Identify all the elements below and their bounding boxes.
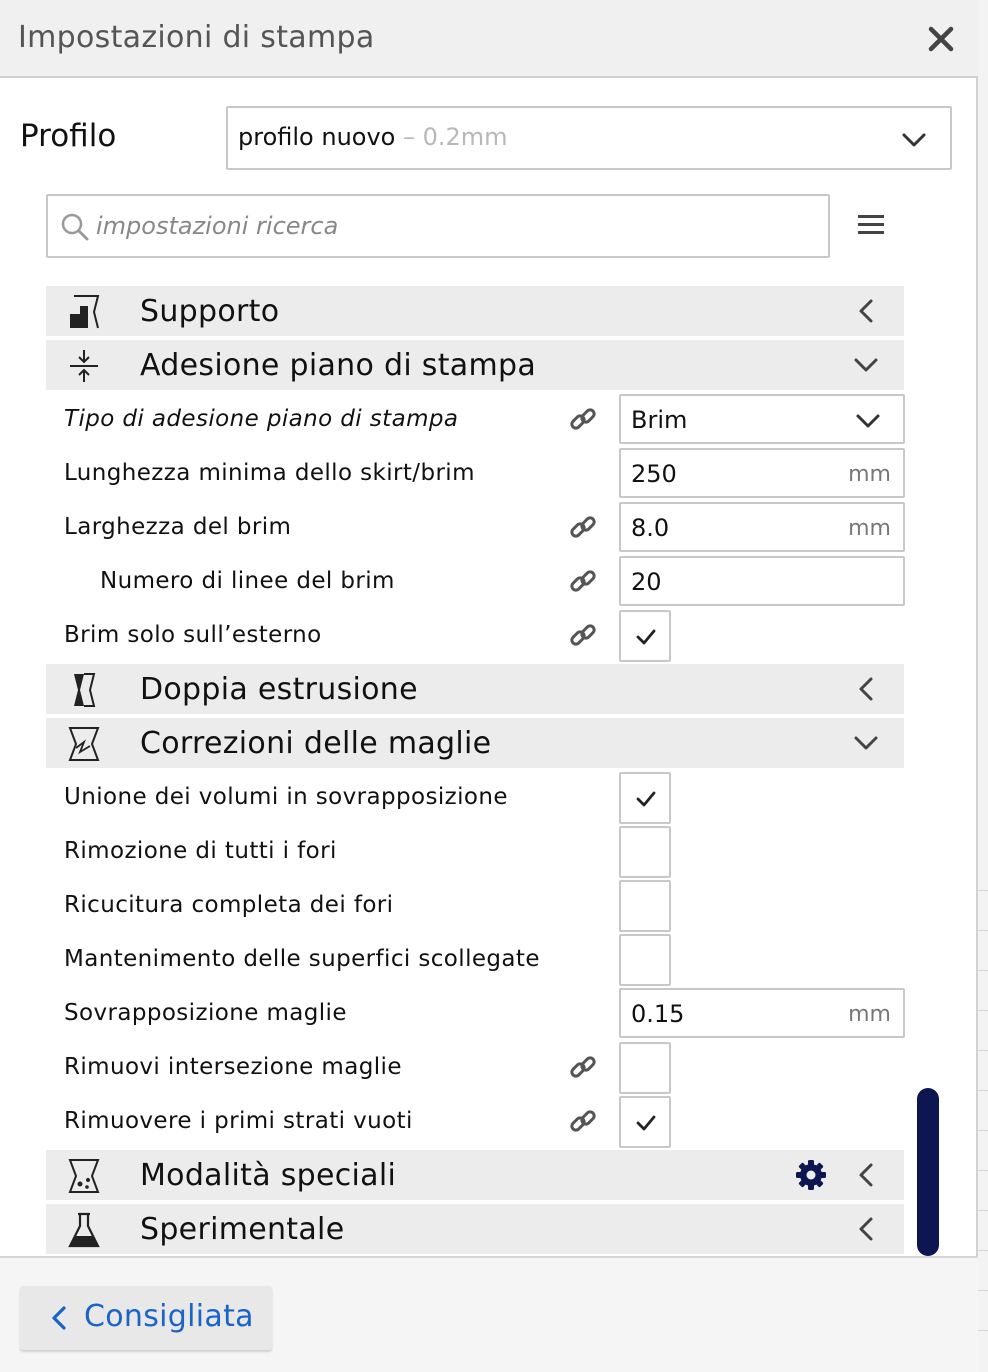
setting-label: Rimozione di tutti i fori bbox=[64, 838, 337, 864]
link-icon[interactable] bbox=[568, 566, 598, 596]
setting-label: Larghezza del brim bbox=[64, 514, 292, 540]
skirt-brim-length-input[interactable] bbox=[619, 448, 905, 498]
support-icon bbox=[66, 294, 102, 330]
link-icon[interactable] bbox=[568, 1052, 598, 1082]
link-icon[interactable] bbox=[568, 512, 598, 542]
chevron-left-icon bbox=[852, 297, 880, 325]
search-input[interactable] bbox=[46, 194, 830, 258]
setting-row-unione bbox=[46, 770, 904, 824]
special-modes-icon bbox=[66, 1158, 102, 1194]
chevron-left-icon bbox=[852, 1215, 880, 1243]
setting-row-ricucitura bbox=[46, 878, 904, 932]
setting-row-lunghezza bbox=[46, 446, 904, 500]
setting-label: Rimuovi intersezione maglie bbox=[64, 1054, 402, 1080]
category-label: Modalità speciali bbox=[140, 1158, 397, 1193]
profile-label: Profilo bbox=[20, 118, 117, 154]
chevron-left-icon bbox=[852, 675, 880, 703]
chevron-down-icon bbox=[900, 126, 928, 154]
setting-row-rimozione-fori bbox=[46, 824, 904, 878]
panel-header bbox=[0, 0, 978, 78]
brim-width-input[interactable] bbox=[619, 502, 905, 552]
union-volumes-checkbox[interactable] bbox=[619, 772, 671, 824]
profile-value bbox=[238, 123, 508, 151]
input-value: 250 bbox=[631, 460, 677, 488]
dual-extrusion-icon bbox=[66, 672, 102, 708]
search-icon bbox=[60, 212, 90, 242]
chevron-down-icon bbox=[855, 408, 881, 434]
viewport-edge bbox=[978, 0, 988, 1372]
link-icon[interactable] bbox=[568, 404, 598, 434]
input-unit: mm bbox=[848, 1002, 891, 1027]
chevron-down-icon bbox=[852, 351, 880, 379]
input-value: 20 bbox=[631, 568, 662, 596]
category-label: Supporto bbox=[140, 294, 280, 329]
setting-label: Ricucitura completa dei fori bbox=[64, 892, 394, 918]
gear-icon[interactable] bbox=[794, 1158, 828, 1192]
setting-row-tipo-adesione bbox=[46, 392, 904, 446]
setting-label: Unione dei volumi in sovrapposizione bbox=[64, 784, 508, 810]
mesh-overlap-input[interactable] bbox=[619, 988, 905, 1038]
category-label: Adesione piano di stampa bbox=[140, 348, 537, 383]
setting-label: Brim solo sull’esterno bbox=[64, 622, 322, 648]
link-icon[interactable] bbox=[568, 1106, 598, 1136]
category-supporto[interactable] bbox=[46, 286, 904, 336]
brim-line-count-input[interactable] bbox=[619, 556, 905, 606]
setting-label: Sovrapposizione maglie bbox=[64, 1000, 347, 1026]
link-icon[interactable] bbox=[568, 620, 598, 650]
adhesion-type-select[interactable] bbox=[619, 394, 905, 444]
setting-label: Rimuovere i primi strati vuoti bbox=[64, 1108, 413, 1134]
category-modalita-speciali[interactable] bbox=[46, 1150, 904, 1200]
menu-icon[interactable] bbox=[856, 210, 886, 240]
chevron-left-icon bbox=[852, 1161, 880, 1189]
keep-disconnected-faces-checkbox[interactable] bbox=[619, 934, 671, 986]
profile-dropdown[interactable] bbox=[226, 106, 952, 170]
setting-label: Lunghezza minima dello skirt/brim bbox=[64, 460, 475, 486]
input-value: 8.0 bbox=[631, 514, 670, 542]
recommended-mode-button[interactable] bbox=[20, 1286, 272, 1350]
chevron-down-icon bbox=[852, 729, 880, 757]
scrollbar-thumb[interactable] bbox=[917, 1088, 939, 1256]
category-correzioni-maglie[interactable] bbox=[46, 718, 904, 768]
setting-row-intersezione bbox=[46, 1040, 904, 1094]
mesh-fix-icon bbox=[66, 726, 102, 762]
checkmark-icon bbox=[633, 786, 659, 812]
setting-row-larghezza bbox=[46, 500, 904, 554]
category-sperimentale[interactable] bbox=[46, 1204, 904, 1254]
remove-mesh-intersection-checkbox[interactable] bbox=[619, 1042, 671, 1094]
category-adesione[interactable] bbox=[46, 340, 904, 390]
search-placeholder: impostazioni ricerca bbox=[96, 212, 339, 240]
remove-holes-checkbox[interactable] bbox=[619, 826, 671, 878]
adhesion-icon bbox=[66, 348, 102, 384]
category-label: Doppia estrusione bbox=[140, 672, 418, 707]
category-label: Correzioni delle maglie bbox=[140, 726, 492, 761]
setting-label: Mantenimento delle superfici scollegate bbox=[64, 946, 540, 972]
category-label: Sperimentale bbox=[140, 1212, 345, 1247]
brim-outside-only-checkbox[interactable] bbox=[619, 610, 671, 662]
category-doppia-estrusione[interactable] bbox=[46, 664, 904, 714]
recommended-label: Consigliata bbox=[84, 1299, 254, 1334]
chevron-left-icon bbox=[48, 1304, 70, 1332]
setting-row-brim-esterno bbox=[46, 608, 904, 662]
checkmark-icon bbox=[633, 1110, 659, 1136]
extensive-stitching-checkbox[interactable] bbox=[619, 880, 671, 932]
profile-layer-height: – 0.2mm bbox=[395, 123, 508, 151]
setting-row-sovrapposizione bbox=[46, 986, 904, 1040]
profile-name: profilo nuovo bbox=[238, 123, 396, 151]
close-icon[interactable] bbox=[918, 16, 964, 62]
setting-row-numero-linee bbox=[46, 554, 904, 608]
setting-row-mantenimento bbox=[46, 932, 904, 986]
remove-empty-first-layers-checkbox[interactable] bbox=[619, 1096, 671, 1148]
setting-label: Tipo di adesione piano di stampa bbox=[64, 406, 459, 432]
setting-label: Numero di linee del brim bbox=[100, 568, 395, 594]
panel-footer bbox=[0, 1256, 978, 1372]
panel-title: Impostazioni di stampa bbox=[18, 20, 375, 55]
input-unit: mm bbox=[848, 462, 891, 487]
flask-icon bbox=[66, 1212, 102, 1248]
setting-row-primi-strati bbox=[46, 1094, 904, 1148]
checkmark-icon bbox=[633, 624, 659, 650]
input-unit: mm bbox=[848, 516, 891, 541]
input-value: 0.15 bbox=[631, 1000, 685, 1028]
select-value: Brim bbox=[631, 406, 688, 434]
